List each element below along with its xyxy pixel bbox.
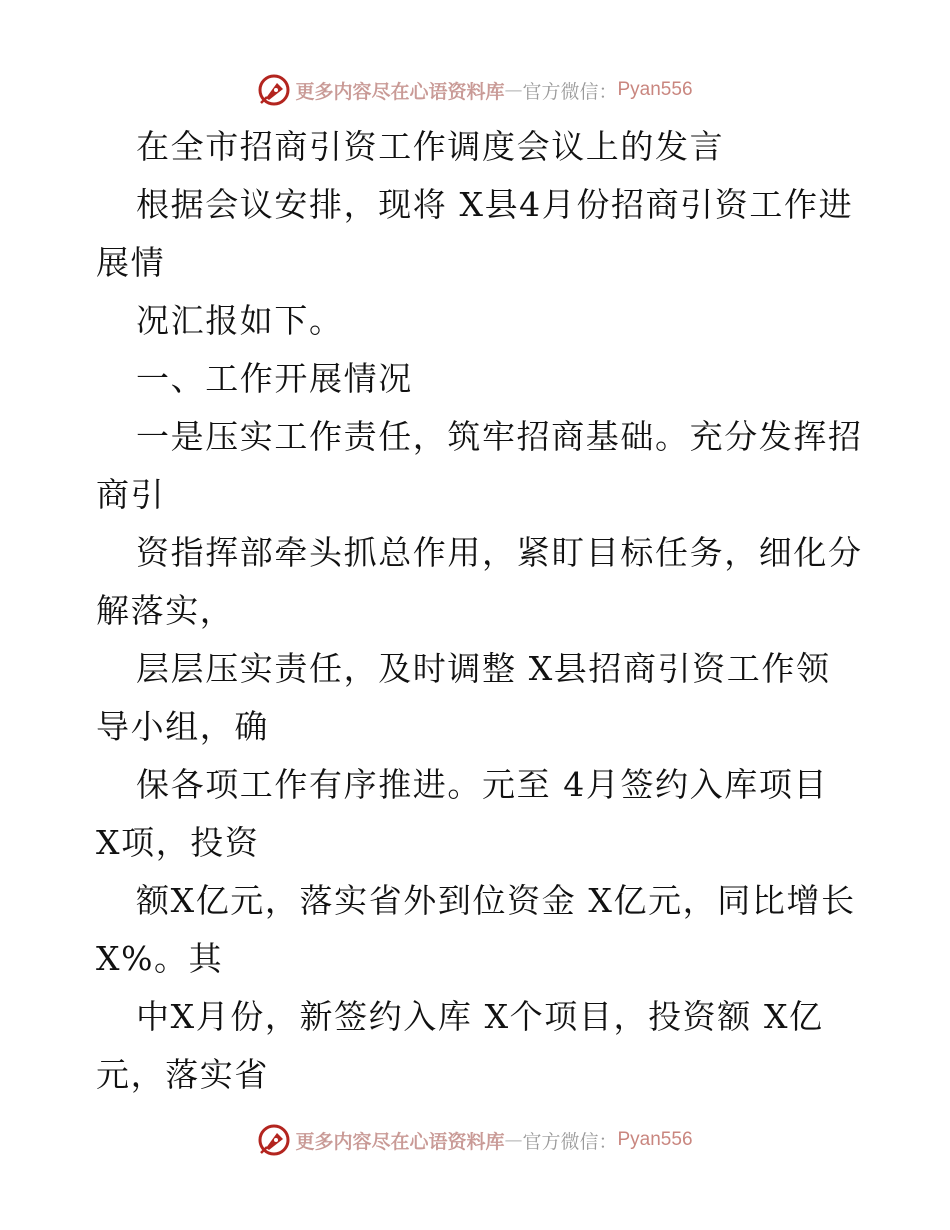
paragraph-line: 保各项工作有序推进。元至 4月签约入库项目 [136, 765, 829, 804]
watermark-text: 更多内容尽在心语资料库 [295, 1130, 505, 1153]
watermark-text: 更多内容尽在心语资料库 [295, 80, 505, 103]
watermark-wechat-label: 官方微信： [522, 80, 618, 103]
paragraph-line: 一是压实工作责任，筑牢招商基础。充分发挥招 [136, 417, 863, 456]
paragraph-line: 元，落实省 [96, 1055, 269, 1094]
paragraph-line: 导小组，确 [96, 707, 269, 746]
paragraph-line: X%。其 [96, 939, 224, 978]
watermark-dash: — [504, 79, 523, 101]
pen-nib-logo-icon [257, 73, 291, 107]
watermark-dash: — [504, 1129, 523, 1151]
watermark-banner-top [0, 70, 950, 110]
paragraph-line: 况汇报如下。 [136, 301, 344, 340]
section-heading: 一、工作开展情况 [136, 359, 413, 398]
paragraph-line: 层层压实责任，及时调整 X县招商引资工作领 [136, 649, 831, 688]
paragraph-line: 根据会议安排，现将 X县4月份招商引资工作进 [136, 185, 854, 224]
paragraph-line: 解落实， [96, 591, 235, 630]
watermark-wechat-id: Pyan556 [617, 79, 693, 100]
paragraph-line: 中X月份，新签约入库 X个项目，投资额 X亿 [136, 997, 824, 1036]
watermark-wechat-label: 官方微信： [522, 1130, 618, 1153]
paragraph-line: 展情 [96, 243, 166, 282]
pen-nib-logo-icon [257, 1123, 291, 1157]
paragraph-line: 资指挥部牵头抓总作用，紧盯目标任务，细化分 [136, 533, 863, 572]
document-title: 在全市招商引资工作调度会议上的发言 [136, 127, 725, 166]
paragraph-line: 商引 [96, 475, 166, 514]
watermark-wechat-id: Pyan556 [617, 1129, 693, 1150]
paragraph-line: 额X亿元，落实省外到位资金 X亿元，同比增长 [136, 881, 856, 920]
watermark-banner-bottom [0, 1120, 950, 1160]
document-body [96, 118, 866, 1104]
paragraph-line: X项，投资 [96, 823, 260, 862]
